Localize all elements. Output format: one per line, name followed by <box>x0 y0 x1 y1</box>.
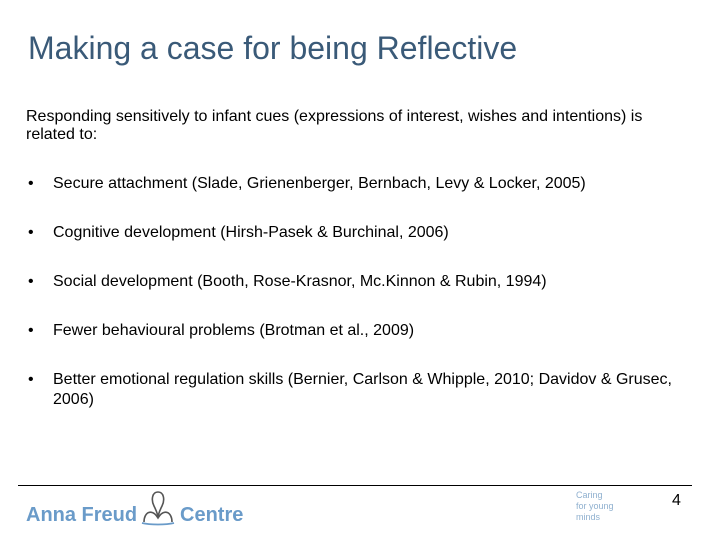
bullet-icon: • <box>28 273 34 290</box>
bullet-text: Fewer behavioural problems (Brotman et al., 2009) <box>53 322 415 339</box>
bullet-list <box>26 174 706 439</box>
tagline <box>576 490 636 523</box>
bullet-icon: • <box>28 175 34 192</box>
bullet-icon: • <box>28 371 34 388</box>
page-number: 4 <box>672 492 681 509</box>
logo-text-right: Centre <box>180 504 244 526</box>
bullet-icon: • <box>28 224 34 241</box>
bullet-item <box>26 272 706 292</box>
bullet-item <box>26 223 706 243</box>
anna-freud-logo <box>26 488 256 528</box>
anna-freud-emblem-icon <box>138 488 178 528</box>
tagline-line: minds <box>576 512 601 522</box>
bullet-text: Cognitive development (Hirsh-Pasek & Burchinal, 2006) <box>53 224 449 241</box>
bullet-item <box>26 321 706 341</box>
footer-divider <box>18 485 692 486</box>
bullet-text: Better emotional regulation skills (Bernier, Carlson & Whipple, 2010; Davidov & Grusec, 2006) <box>53 371 672 408</box>
intro-text: Responding sensitively to infant cues (expressions of interest, wishes and intentions) is related to: <box>26 108 643 143</box>
bullet-item <box>26 174 706 194</box>
logo-text-left: Anna Freud <box>26 504 138 526</box>
bullet-text: Social development (Booth, Rose-Krasnor, Mc.Kinnon & Rubin, 1994) <box>53 273 547 290</box>
slide-title: Making a case for being Reflective <box>28 30 518 66</box>
bullet-item <box>26 370 706 410</box>
tagline-line: for young <box>576 501 614 511</box>
tagline-line: Caring <box>576 490 603 500</box>
bullet-icon: • <box>28 322 34 339</box>
bullet-text: Secure attachment (Slade, Grienenberger, Bernbach, Levy & Locker, 2005) <box>53 175 586 192</box>
